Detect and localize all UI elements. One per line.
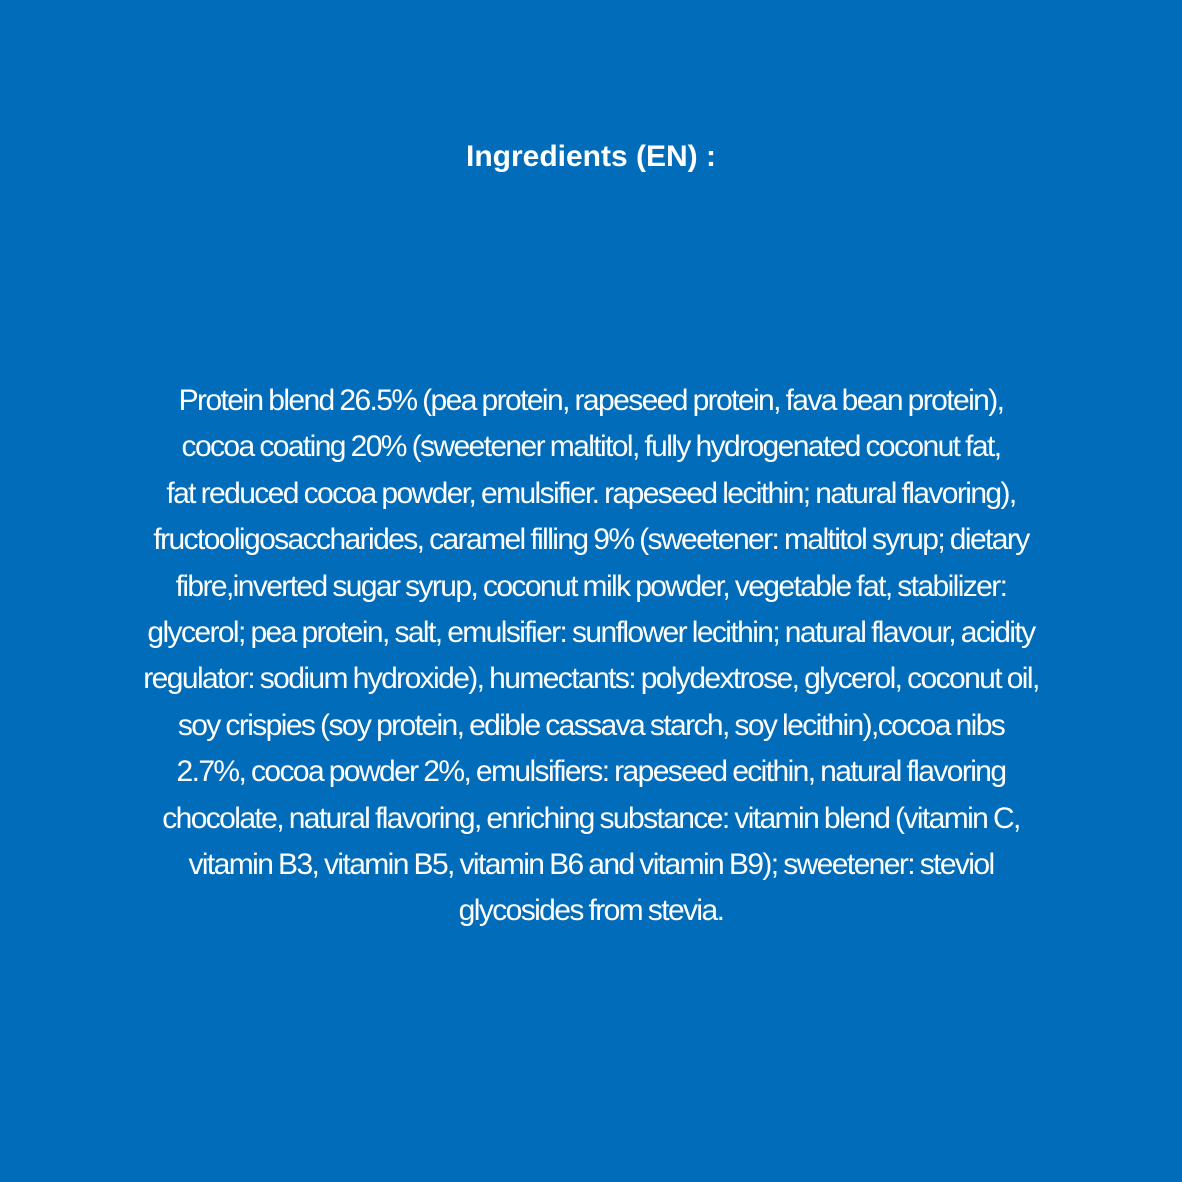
ingredients-line: regulator: sodium hydroxide), humectants: polydextrose, glycerol, coconut oil, — [143, 662, 1039, 696]
ingredients-line: glycosides from stevia. — [458, 894, 724, 928]
ingredients-line: 2.7%, cocoa powder 2%, emulsifiers: rapeseed ecithin, natural flavoring — [176, 755, 1006, 789]
ingredients-line: vitamin B3, vitamin B5, vitamin B6 and vitamin B9); sweetener: steviol — [188, 848, 994, 882]
ingredients-line: glycerol; pea protein, salt, emulsifier: sunflower lecithin; natural flavour, acidity — [147, 616, 1035, 650]
ingredients-heading: Ingredients (EN) : — [465, 140, 716, 173]
ingredients-line: fructooligosaccharides, caramel filling 9% (sweetener: maltitol syrup; dietary — [153, 523, 1029, 557]
ingredients-line: Protein blend 26.5% (pea protein, rapeseed protein, fava bean protein), — [178, 384, 1004, 417]
ingredients-line: fat reduced cocoa powder, emulsifier. rapeseed lecithin; natural flavoring), — [166, 476, 1016, 510]
ingredients-line: soy crispies (soy protein, edible cassava starch, soy lecithin),cocoa nibs — [177, 708, 1005, 742]
ingredients-line: chocolate, natural flavoring, enriching substance: vitamin blend (vitamin C, — [162, 801, 1020, 835]
ingredients-text — [0, 378, 1182, 935]
ingredients-line: fibre,inverted sugar syrup, coconut milk powder, vegetable fat, stabilizer: — [175, 569, 1007, 603]
ingredients-line: cocoa coating 20% (sweetener maltitol, fully hydrogenated coconut fat, — [181, 430, 1001, 464]
